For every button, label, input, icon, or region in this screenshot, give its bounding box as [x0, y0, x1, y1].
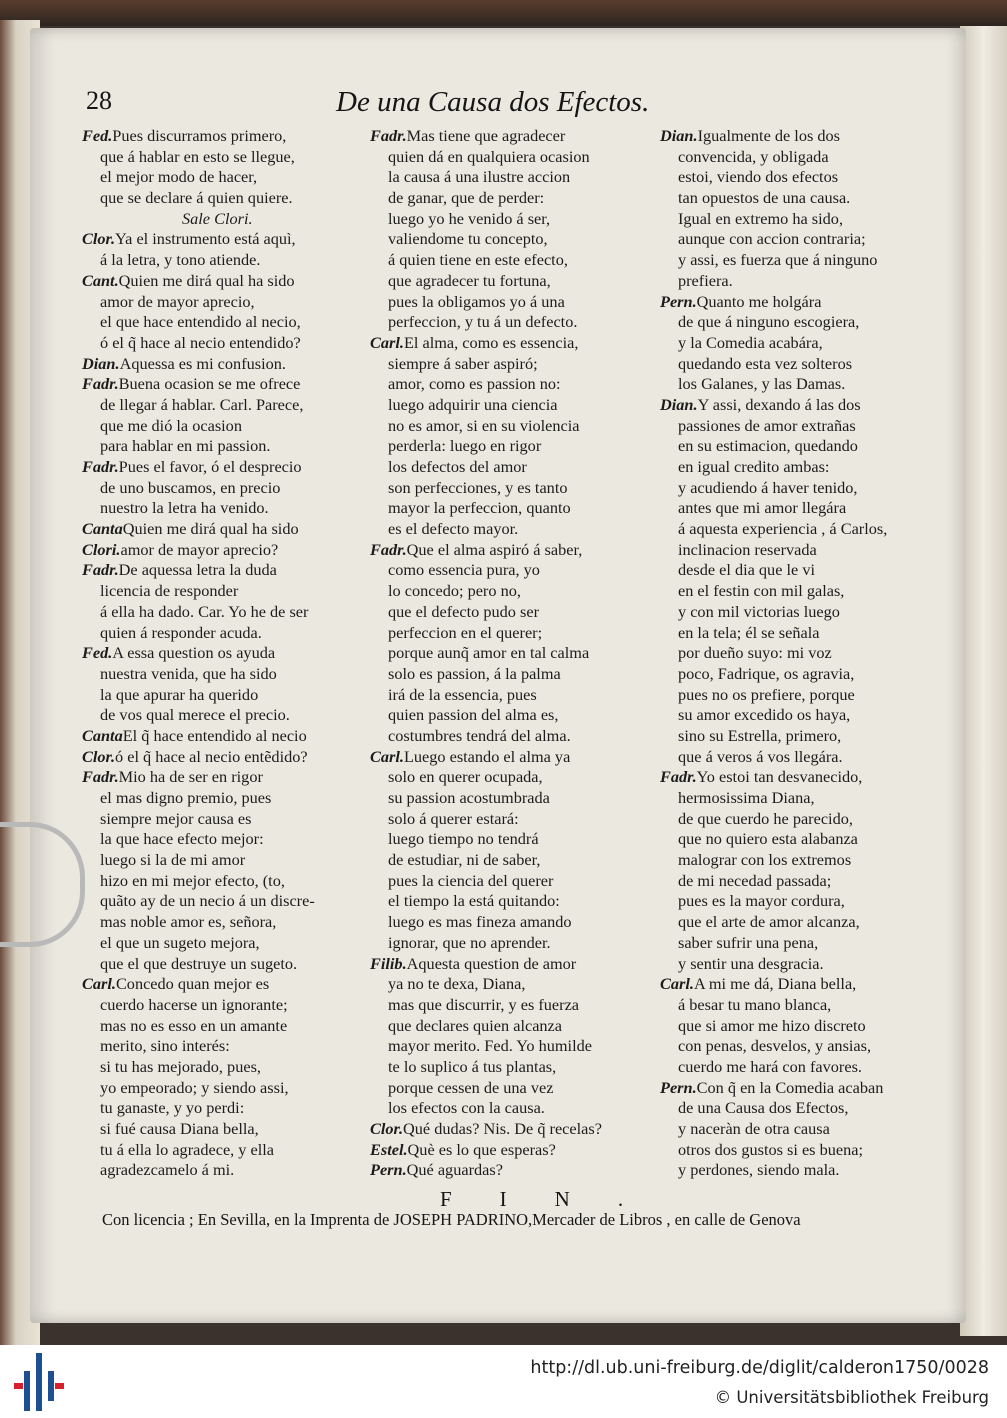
verse-line: de que á ninguno escogiera, — [678, 312, 860, 332]
verse-line — [660, 395, 960, 416]
speaker-name: Clor. — [370, 1119, 404, 1138]
verse-line: quien á responder acuda. — [100, 622, 262, 642]
speaker-name: Pern. — [370, 1160, 407, 1180]
speaker-name: Dian. — [82, 353, 120, 373]
speaker-name: Clor. — [82, 229, 116, 249]
verse-line: su passion acostumbrada — [388, 788, 550, 807]
verse-line: passiones de amor extrañas — [678, 415, 856, 435]
verse-line: en su estimacion, quedando — [678, 436, 858, 456]
verse-line: que á hablar en esto se llegue, — [100, 146, 295, 166]
verse-line: desde el dia que le vi — [678, 560, 815, 580]
verse-text: Quien me dirá qual ha sido — [122, 519, 299, 539]
verse-line: los Galanes, y las Damas. — [678, 374, 846, 394]
speaker-name: Canta — [82, 725, 123, 745]
verse-line: no es amor, si en su violencia — [388, 415, 580, 435]
speaker-name: Fadr. — [82, 560, 119, 580]
verse-line: de una Causa dos Efectos, — [678, 1098, 849, 1118]
verse-line: Igual en extremo ha sido, — [678, 208, 844, 228]
verse-text: A essa question os ayuda — [112, 643, 276, 663]
verse-line: el mas digno premio, pues — [100, 788, 272, 807]
verse-text: Ya el instrumento está aquì, — [115, 229, 296, 249]
verse-line — [82, 229, 360, 250]
verse-line: los efectos con la causa. — [388, 1098, 545, 1118]
speaker-name: Cant. — [82, 270, 119, 290]
verse-line: que se declare á quien quiere. — [100, 188, 293, 208]
verse-line: es el defecto mayor. — [388, 519, 519, 539]
verse-line: siempre mejor causa es — [100, 808, 252, 828]
verse-line: de llegar á hablar. Carl. Parece, — [100, 394, 304, 414]
verse-line: licencia de responder — [100, 581, 239, 601]
verse-line: que á veros á vos llegára. — [678, 746, 843, 766]
verse-line: si fué causa Diana bella, — [100, 1119, 259, 1138]
speaker-name: Fadr. — [82, 374, 119, 394]
ub-freiburg-logo-icon — [14, 1353, 64, 1411]
verse-line: en el festin con mil galas, — [678, 581, 845, 601]
source-url-link[interactable]: http://dl.ub.uni-freiburg.de/diglit/calderon1750/0028 — [530, 1358, 989, 1378]
text-column-3 — [660, 126, 960, 1181]
verse-line — [370, 1140, 655, 1161]
verse-line: á ella ha dado. Car. Yo he de ser — [100, 601, 309, 621]
verse-line — [660, 292, 960, 313]
copyright-notice: © Universitätsbibliothek Freiburg — [714, 1388, 989, 1407]
verse-line: que el defecto pudo ser — [388, 601, 539, 621]
verse-line: ignorar, que no aprender. — [388, 932, 551, 952]
verse-line: tan opuestos de una causa. — [678, 188, 851, 208]
verse-line: que el que destruye un sugeto. — [100, 953, 298, 973]
verse-text: Quanto me holgára — [696, 291, 822, 311]
verse-line: que si amor me hizo discreto — [678, 1015, 866, 1035]
verse-text: Mas tiene que agradecer — [406, 126, 566, 145]
verse-line: de que cuerdo he parecido, — [678, 808, 853, 828]
verse-line: aunque con accion contraria; — [678, 229, 866, 249]
verse-line: yo empeorado; y siendo assi, — [100, 1077, 289, 1097]
speaker-name: Dian. — [660, 126, 698, 145]
speaker-name: Carl. — [370, 332, 404, 352]
verse-line — [370, 540, 655, 561]
verse-line: su amor excedido os haya, — [678, 705, 851, 725]
verse-line: tu á ella lo agradece, y ella — [100, 1139, 275, 1159]
verse-line: te lo suplico á tus plantas, — [388, 1056, 557, 1076]
verse-text: amor de mayor aprecio? — [120, 539, 279, 559]
verse-line: y acudiendo á haver tenido, — [678, 477, 858, 497]
verse-line: agradezcamelo á mi. — [100, 1160, 235, 1180]
verse-line: lo concedo; pero no, — [388, 581, 521, 601]
verse-line: luego es mas fineza amando — [388, 912, 572, 932]
verse-line: quãto ay de un necio á un discre- — [100, 891, 315, 911]
verse-line — [82, 974, 360, 995]
page-number: 28 — [86, 86, 112, 115]
verse-line: y con mil victorias luego — [678, 601, 840, 621]
speaker-name: Fadr. — [82, 767, 119, 787]
verse-line: mas no es esso en un amante — [100, 1015, 288, 1035]
verse-line: luego tiempo no tendrá — [388, 829, 539, 849]
verse-line: á quien tiene en este efecto, — [388, 250, 568, 270]
verse-line: y naceràn de otra causa — [678, 1119, 830, 1138]
verse-line: merito, sino interés: — [100, 1036, 230, 1056]
verse-line: de estudiar, ni de saber, — [388, 850, 541, 870]
verse-line: por dueño suyo: mi voz — [678, 643, 832, 663]
verse-line — [660, 974, 960, 995]
speaker-name: Fadr. — [82, 457, 119, 476]
imprint-line: Con licencia ; En Sevilla, en la Imprenta de JOSEPH PADRINO,Mercader de Libros , en calle de Genova — [102, 1210, 801, 1229]
verse-line — [82, 643, 360, 664]
verse-line: solo es passion, á la palma — [388, 663, 561, 683]
book-edge-top — [0, 0, 1007, 26]
verse-line — [660, 126, 960, 147]
verse-line: y assi, es fuerza que á ninguno — [678, 250, 878, 270]
verse-line: como essencia pura, yo — [388, 560, 540, 580]
fin-mark: FIN. — [440, 1187, 672, 1211]
verse-text: Y assi, dexando á las dos — [697, 394, 861, 414]
verse-line: malograr con los extremos — [678, 850, 852, 870]
verse-line: inclinacion reservada — [678, 539, 817, 559]
speaker-name: Canta — [82, 519, 123, 539]
verse-line: que no quiero esta alabanza — [678, 829, 858, 849]
verse-line — [370, 333, 655, 354]
verse-line: valiendome tu concepto, — [388, 229, 548, 249]
verse-line — [82, 457, 360, 478]
verse-line: luego yo he venido á ser, — [388, 208, 551, 228]
verse-line — [82, 540, 360, 561]
verse-line — [660, 1078, 960, 1099]
verse-line — [82, 126, 360, 147]
verse-line: que declares quien alcanza — [388, 1015, 563, 1035]
verse-line: luego adquirir una ciencia — [388, 394, 558, 414]
speaker-name: Fed. — [82, 126, 113, 145]
verse-line: el que hace entendido al necio, — [100, 312, 301, 332]
verse-line: el mejor modo de hacer, — [100, 167, 258, 187]
verse-line: hizo en mi mejor efecto, (to, — [100, 870, 285, 890]
verse-text: Igualmente de los dos — [697, 126, 840, 145]
speaker-name: Clor. — [82, 746, 116, 766]
verse-line: con penas, desvelos, y ansias, — [678, 1036, 872, 1056]
verse-text: Qué dudas? Nis. De q̃ recelas? — [403, 1119, 602, 1138]
verse-text: Pues el favor, ó el desprecio — [118, 457, 302, 476]
verse-line: perfeccion, y tu á un defecto. — [388, 312, 578, 332]
verse-line: porque aunq̃ amor en tal calma — [388, 643, 590, 663]
verse-line: en la tela; él se señala — [678, 622, 820, 642]
verse-line: quedando esta vez solteros — [678, 353, 853, 373]
verse-line — [82, 767, 360, 788]
verse-line: y la Comedia acabára, — [678, 332, 823, 352]
verse-text: Quien me dirá qual ha sido — [118, 270, 295, 290]
stage-direction: Sale Clori. — [182, 208, 253, 228]
facing-page-edge — [960, 26, 1007, 1336]
verse-line: amor de mayor aprecio, — [100, 291, 255, 311]
speaker-name: Pern. — [660, 291, 697, 311]
verse-line: solo á querer estará: — [388, 808, 519, 828]
verse-line: sino su Estrella, primero, — [678, 725, 842, 745]
verse-line — [370, 954, 655, 975]
verse-line — [370, 747, 655, 768]
speaker-name: Pern. — [660, 1077, 697, 1097]
verse-text: Luego estando el alma ya — [403, 746, 571, 766]
verse-line — [82, 519, 360, 540]
verse-line — [370, 1119, 655, 1140]
verse-line — [660, 767, 960, 788]
verse-line: para hablar en mi passion. — [100, 436, 271, 456]
verse-line: mayor merito. Fed. Yo humilde — [388, 1036, 592, 1056]
verse-line — [82, 354, 360, 375]
verse-line: pues la ciencia del querer — [388, 870, 554, 890]
verse-text: Aquessa es mi confusion. — [119, 353, 286, 373]
verse-line: pues no os prefiere, porque — [678, 684, 855, 704]
verse-line: mas que discurrir, y es fuerza — [388, 994, 580, 1014]
verse-line: pues es la mayor cordura, — [678, 891, 845, 911]
verse-line: de mi necedad passada; — [678, 870, 832, 890]
verse-text: A mi me dá, Diana bella, — [693, 974, 857, 994]
verse-line: siempre á saber aspiró; — [388, 353, 538, 373]
verse-line: costumbres tendrá del alma. — [388, 725, 571, 745]
verse-line: perfeccion en el querer; — [388, 622, 543, 642]
verse-text: Buena ocasion se me ofrece — [118, 374, 301, 394]
verse-text: Concedo quan mejor es — [115, 974, 270, 994]
verse-line: nuestra venida, que ha sido — [100, 663, 277, 683]
verse-line: y sentir una desgracia. — [678, 953, 824, 973]
verse-line: á besar tu mano blanca, — [678, 994, 832, 1014]
verse-text: Què es lo que esperas? — [407, 1139, 556, 1159]
verse-line: quien dá en qualquiera ocasion — [388, 146, 590, 166]
running-title: De una Causa dos Efectos. — [336, 86, 650, 118]
verse-line: la que hace efecto mejor: — [100, 829, 264, 849]
text-column-2 — [370, 126, 655, 1181]
verse-line: son perfecciones, y es tanto — [388, 477, 568, 497]
verse-line: á la letra, y tono atiende. — [100, 250, 261, 270]
verse-line: mas noble amor es, señora, — [100, 912, 277, 932]
speaker-name: Fadr. — [370, 539, 407, 559]
verse-line: que agradecer tu fortuna, — [388, 270, 551, 290]
verse-line: otros dos gustos si es buena; — [678, 1139, 863, 1159]
verse-line: en igual credito ambas: — [678, 457, 830, 476]
verse-line: antes que mi amor llegára — [678, 498, 847, 518]
verse-line: que me dió la ocasion — [100, 415, 242, 435]
verse-text: Pues discurramos primero, — [112, 126, 287, 145]
speaker-name: Carl. — [82, 974, 116, 994]
speaker-name: Clori. — [82, 539, 121, 559]
verse-line: la que apurar ha querido — [100, 684, 259, 704]
verse-line: y perdones, siendo mala. — [678, 1160, 840, 1180]
verse-line: la causa á una ilustre accion — [388, 167, 571, 187]
verse-line: perderla: luego en rigor — [388, 436, 542, 456]
verse-text: ó el q̃ hace al necio entẽdido? — [115, 746, 308, 766]
verse-line: que el arte de amor alcanza, — [678, 912, 860, 932]
verse-text: El alma, como es essencia, — [403, 332, 579, 352]
verse-line: mayor la perfeccion, quanto — [388, 498, 571, 518]
speaker-name: Carl. — [370, 746, 404, 766]
verse-line — [370, 1160, 655, 1181]
speaker-name: Dian. — [660, 394, 698, 414]
verse-text: El q̃ hace entendido al necio — [122, 725, 307, 745]
verse-line: convencida, y obligada — [678, 146, 829, 166]
verse-line: porque cessen de una vez — [388, 1077, 554, 1097]
verse-line: prefiera. — [678, 270, 733, 290]
verse-line: si tu has mejorado, pues, — [100, 1056, 261, 1076]
verse-text: Que el alma aspiró á saber, — [406, 539, 583, 559]
verse-line — [370, 126, 655, 147]
verse-line: de ganar, que de perder: — [388, 188, 545, 208]
viewer-footer — [0, 1345, 1007, 1418]
verse-line: pues la obligamos yo á una — [388, 291, 565, 311]
speaker-name: Fed. — [82, 643, 113, 663]
verse-line: tu ganaste, y yo perdi: — [100, 1098, 245, 1118]
verse-line — [82, 747, 360, 768]
verse-line: poco, Fadrique, os agravia, — [678, 663, 855, 683]
speaker-name: Carl. — [660, 974, 694, 994]
verse-line — [82, 726, 360, 747]
verse-text: De aquessa letra la duda — [118, 560, 277, 580]
verse-text: Yo estoi tan desvanecido, — [696, 767, 863, 787]
verse-line: ya no te dexa, Diana, — [388, 974, 526, 994]
verse-line: de uno buscamos, en precio — [100, 477, 281, 497]
verse-line: irá de la essencia, pues — [388, 684, 537, 704]
verse-line — [82, 374, 360, 395]
verse-line: amor, como es passion no: — [388, 374, 561, 394]
verse-line: nuestro la letra ha venido. — [100, 498, 269, 518]
text-column-1 — [82, 126, 360, 1181]
verse-line: de vos qual merece el precio. — [100, 705, 290, 725]
verse-text: Con q̃ en la Comedia acaban — [696, 1077, 884, 1097]
verse-line: solo en querer ocupada, — [388, 767, 543, 787]
verse-text: Aquesta question de amor — [406, 953, 577, 973]
verse-text: Mio ha de ser en rigor — [118, 767, 263, 787]
verse-line: el que un sugeto mejora, — [100, 932, 260, 952]
verse-line: ó el q̃ hace al necio entendido? — [100, 332, 301, 352]
verse-line: los defectos del amor — [388, 457, 527, 476]
speaker-name: Filib. — [370, 953, 407, 973]
verse-line: quien passion del alma es, — [388, 705, 559, 725]
verse-line: saber sufrir una pena, — [678, 932, 819, 952]
verse-line: estoi, viendo dos efectos — [678, 167, 839, 187]
verse-line: á aquesta experiencia , á Carlos, — [678, 519, 888, 539]
verse-line — [82, 560, 360, 581]
verse-line: cuerdo hacerse un ignorante; — [100, 994, 288, 1014]
verse-text: Qué aguardas? — [406, 1160, 503, 1180]
page-header — [86, 86, 650, 126]
verse-line — [82, 271, 360, 292]
verse-line: luego si la de mi amor — [100, 850, 246, 870]
speaker-name: Fadr. — [660, 767, 697, 787]
verse-line: hermosissima Diana, — [678, 788, 815, 807]
verse-line: cuerdo me hará con favores. — [678, 1056, 862, 1076]
speaker-name: Estel. — [370, 1139, 408, 1159]
speaker-name: Fadr. — [370, 126, 407, 145]
verse-line: el tiempo la está quitando: — [388, 891, 560, 911]
